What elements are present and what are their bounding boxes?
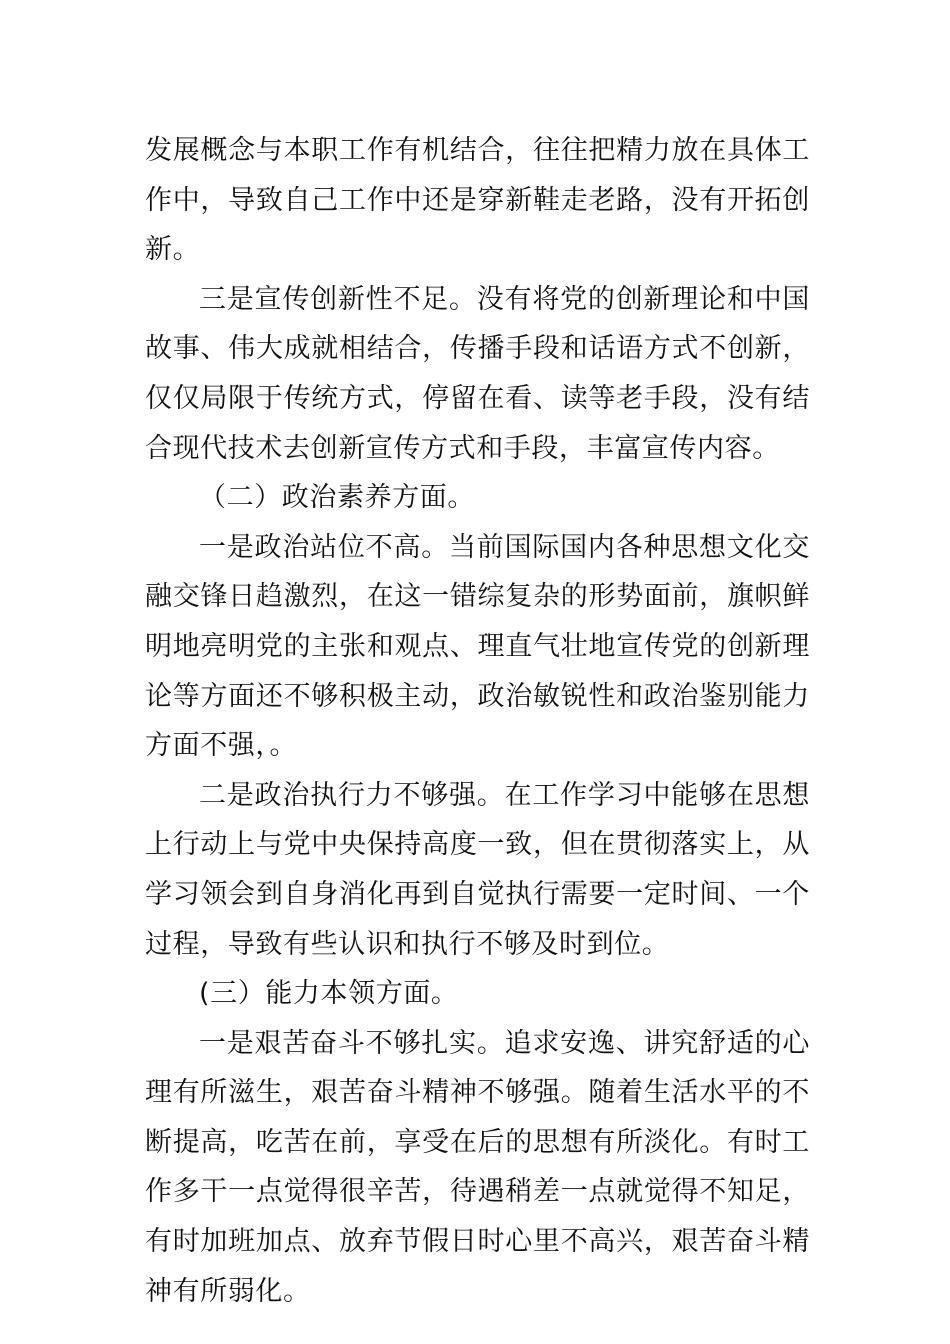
section-heading-ability: (三）能力本领方面。 xyxy=(199,978,459,1010)
paragraph-political-execution: 二是政治执行力不够强。在工作学习中能够在思想上行动上与党中央保持高度一致，但在贯彻落实上，从学习领会到自身消化再到自觉执行需要一定时间、一个过程，导致有些认识和执行不够及时到位。 xyxy=(145,779,810,960)
document-body xyxy=(145,126,810,1316)
paragraph-political-stance: 一是政治站位不高。当前国际国内各种思想文化交融交锋日趋激烈，在这一错综复杂的形势面前，旗帜鲜明地亮明党的主张和观点、理直气壮地宣传党的创新理论等方面还不够积极主动，政治敏锐性和政治鉴别能力方面不强，。 xyxy=(145,531,810,762)
paragraph-hard-work: 一是艰苦奋斗不够扎实。追求安逸、讲究舒适的心理有所滋生，艰苦奋斗精神不够强。随着生活水平的不断提高，吃苦在前，享受在后的思想有所淡化。有时工作多干一点觉得很辛苦，待遇稍差一点就觉得不知足，有时加班加点、放弃节假日时心里不高兴，艰苦奋斗精神有所弱化。 xyxy=(145,1027,810,1307)
paragraph-publicity-innovation: 三是宣传创新性不足。没有将党的创新理论和中国故事、伟大成就相结合，传播手段和话语方式不创新，仅仅局限于传统方式，停留在看、读等老手段，没有结合现代技术去创新宣传方式和手段，丰富宣传内容。 xyxy=(145,283,810,464)
section-heading-political-literacy: （二）政治素养方面。 xyxy=(199,482,475,514)
paragraph-continuation: 发展概念与本职工作有机结合，往往把精力放在具体工作中，导致自己工作中还是穿新鞋走老路，没有开拓创新。 xyxy=(145,135,810,266)
